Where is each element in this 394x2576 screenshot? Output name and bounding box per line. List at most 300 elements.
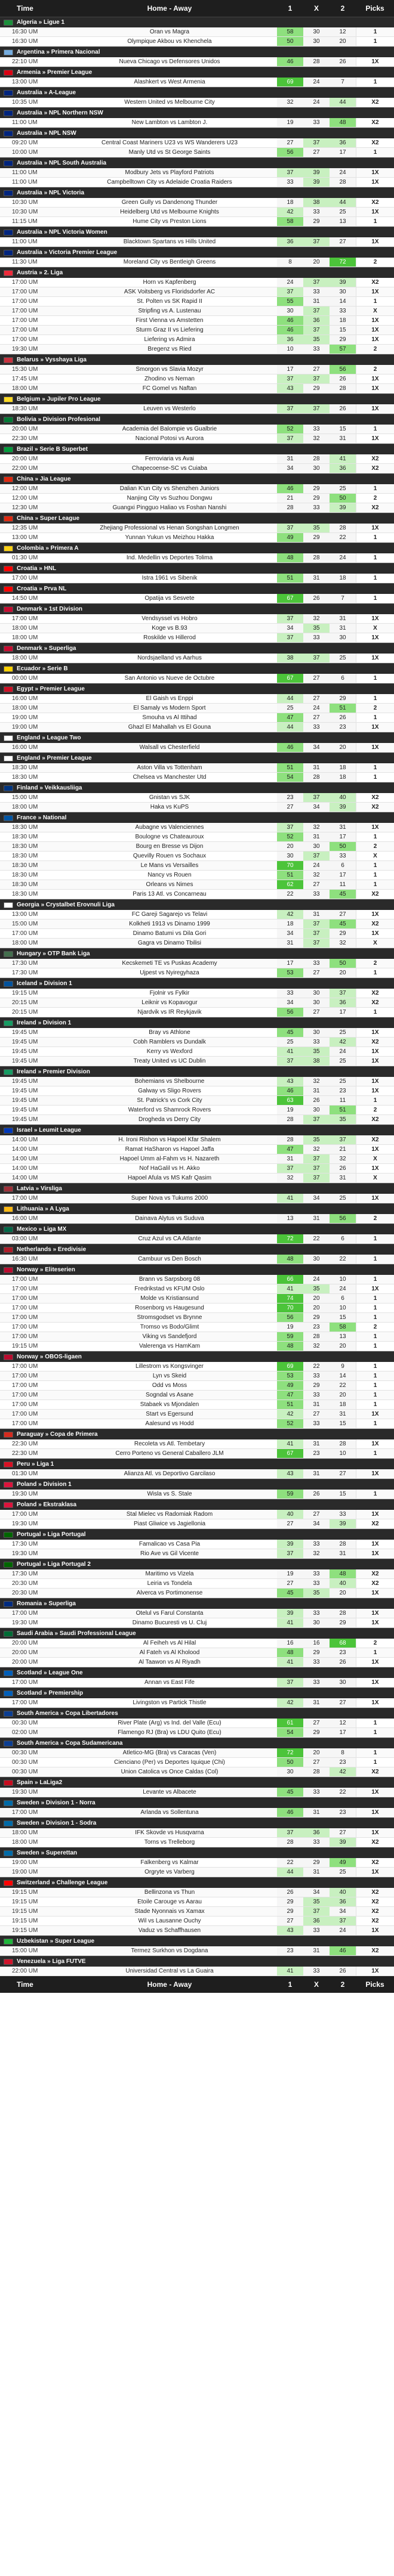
match-name[interactable]: Liefering vs Admira — [144, 336, 195, 343]
match-name[interactable]: Fredrikstad vs KFUM Oslo — [134, 1286, 205, 1292]
league-header[interactable] — [0, 247, 394, 258]
match-name[interactable]: Central Coast Mariners U23 vs WS Wanderers U23 — [101, 140, 238, 146]
match-name[interactable]: Smouha vs Al Ittihad — [142, 714, 197, 721]
table-row[interactable] — [0, 1419, 394, 1429]
table-row[interactable] — [0, 484, 394, 494]
match-name[interactable]: Viking vs Sandefjord — [142, 1333, 197, 1340]
table-row[interactable] — [0, 1400, 394, 1410]
table-row[interactable] — [0, 614, 394, 624]
match-name[interactable]: Al Taawon vs Al Riyadh — [138, 1659, 201, 1665]
match-name[interactable]: Arlanda vs Sollentuna — [140, 1809, 199, 1816]
league-header[interactable] — [0, 1499, 394, 1510]
table-row[interactable] — [0, 306, 394, 316]
table-row[interactable] — [0, 1362, 394, 1371]
match-name[interactable]: Ind. Medellin vs Deportes Tolima — [126, 555, 213, 561]
table-row[interactable] — [0, 1549, 394, 1559]
match-name[interactable]: Universidad Central vs La Guaira — [125, 1968, 214, 1974]
table-row[interactable] — [0, 524, 394, 533]
league-header[interactable] — [0, 1351, 394, 1362]
table-row[interactable] — [0, 138, 394, 148]
table-row[interactable] — [0, 297, 394, 306]
match-name[interactable]: Aalesund vs Hodd — [145, 1420, 194, 1427]
league-header[interactable] — [0, 1877, 394, 1888]
table-row[interactable] — [0, 335, 394, 345]
table-row[interactable] — [0, 1589, 394, 1598]
match-name[interactable]: Bellinzona vs Thun — [144, 1889, 195, 1896]
match-name[interactable]: Union Catolica vs Once Caldas (Col) — [121, 1769, 218, 1775]
table-row[interactable] — [0, 533, 394, 543]
match-name[interactable]: River Plate (Arg) vs Ind. del Valle (Ecu) — [118, 1720, 221, 1726]
league-header[interactable] — [0, 444, 394, 454]
table-row[interactable] — [0, 959, 394, 968]
table-row[interactable] — [0, 27, 394, 37]
table-row[interactable] — [0, 1728, 394, 1738]
table-row[interactable] — [0, 832, 394, 842]
league-header[interactable] — [0, 1688, 394, 1698]
match-name[interactable]: ASK Voitsberg vs Floridsdorfer AC — [124, 289, 216, 295]
table-row[interactable] — [0, 773, 394, 782]
league-header[interactable] — [0, 753, 394, 763]
match-name[interactable]: Bray vs Athlone — [149, 1029, 190, 1036]
match-name[interactable]: Le Mans vs Versailles — [140, 862, 199, 869]
table-row[interactable] — [0, 743, 394, 753]
match-name[interactable]: Chapecoense-SC vs Cuiaba — [131, 465, 208, 472]
match-name[interactable]: Vaduz vs Schaffhausen — [138, 1927, 201, 1934]
table-row[interactable] — [0, 1658, 394, 1667]
match-name[interactable]: Wisla vs S. Stale — [147, 1491, 192, 1497]
league-header[interactable] — [0, 1066, 394, 1077]
table-row[interactable] — [0, 1907, 394, 1916]
match-name[interactable]: Stade Nyonnais vs Xamax — [134, 1908, 205, 1915]
table-row[interactable] — [0, 1439, 394, 1449]
table-row[interactable] — [0, 1255, 394, 1264]
table-row[interactable] — [0, 989, 394, 998]
table-row[interactable] — [0, 929, 394, 939]
table-row[interactable] — [0, 880, 394, 890]
table-row[interactable] — [0, 118, 394, 128]
table-row[interactable] — [0, 998, 394, 1008]
match-name[interactable]: Gnistan vs SJK — [149, 794, 190, 801]
league-header[interactable] — [0, 107, 394, 118]
league-header[interactable] — [0, 67, 394, 78]
table-row[interactable] — [0, 968, 394, 978]
league-header[interactable] — [0, 603, 394, 614]
table-row[interactable] — [0, 1047, 394, 1057]
table-row[interactable] — [0, 454, 394, 464]
table-row[interactable] — [0, 1967, 394, 1976]
league-header[interactable] — [0, 1203, 394, 1214]
league-header[interactable] — [0, 1125, 394, 1135]
table-row[interactable] — [0, 384, 394, 394]
table-row[interactable] — [0, 1767, 394, 1777]
match-name[interactable]: El Gaish vs Enppi — [146, 695, 193, 702]
table-row[interactable] — [0, 823, 394, 832]
league-header[interactable] — [0, 394, 394, 404]
table-row[interactable] — [0, 1214, 394, 1224]
table-row[interactable] — [0, 1449, 394, 1459]
table-row[interactable] — [0, 1057, 394, 1066]
table-row[interactable] — [0, 939, 394, 948]
match-name[interactable]: Brann vs Sarpsborg 08 — [138, 1276, 201, 1283]
table-row[interactable] — [0, 1008, 394, 1017]
table-row[interactable] — [0, 890, 394, 899]
match-name[interactable]: Al Feiheh vs Al Hilal — [143, 1640, 196, 1646]
table-row[interactable] — [0, 1096, 394, 1106]
table-row[interactable] — [0, 178, 394, 187]
match-name[interactable]: H. Ironi Rishon vs Hapoel Kfar Shalem — [118, 1137, 221, 1143]
table-row[interactable] — [0, 1469, 394, 1479]
match-name[interactable]: Cruz Azul vs CA Atlante — [138, 1236, 201, 1242]
league-header[interactable] — [0, 643, 394, 654]
match-name[interactable]: Start vs Egersund — [146, 1411, 193, 1417]
table-row[interactable] — [0, 910, 394, 919]
match-name[interactable]: Olympique Akbou vs Khenchela — [127, 38, 212, 45]
table-row[interactable] — [0, 1748, 394, 1758]
table-row[interactable] — [0, 654, 394, 663]
table-row[interactable] — [0, 1284, 394, 1294]
table-row[interactable] — [0, 1719, 394, 1728]
match-name[interactable]: Cerro Porteno vs General Caballero JLM — [115, 1450, 224, 1457]
match-name[interactable]: Nanjing City vs Suzhou Dongwu — [127, 495, 213, 501]
table-row[interactable] — [0, 803, 394, 812]
table-row[interactable] — [0, 574, 394, 583]
match-name[interactable]: Modbury Jets vs Playford Patriots — [125, 169, 214, 176]
table-row[interactable] — [0, 694, 394, 704]
league-header[interactable] — [0, 1797, 394, 1808]
table-row[interactable] — [0, 503, 394, 513]
league-header[interactable] — [0, 1479, 394, 1490]
table-row[interactable] — [0, 1888, 394, 1897]
table-row[interactable] — [0, 1154, 394, 1164]
table-row[interactable] — [0, 434, 394, 444]
table-row[interactable] — [0, 326, 394, 335]
table-row[interactable] — [0, 404, 394, 414]
league-header[interactable] — [0, 899, 394, 910]
table-row[interactable] — [0, 633, 394, 643]
league-header[interactable] — [0, 354, 394, 365]
table-row[interactable] — [0, 1678, 394, 1688]
match-name[interactable]: Oran vs Magra — [149, 29, 190, 35]
match-name[interactable]: Waterford vs Shamrock Rovers — [128, 1107, 211, 1113]
match-name[interactable]: Fjolnir vs Fylkir — [149, 990, 190, 996]
match-name[interactable]: Yunnan Yukun vs Meizhou Hakka — [125, 534, 214, 541]
league-header[interactable] — [0, 473, 394, 484]
table-row[interactable] — [0, 98, 394, 107]
table-row[interactable] — [0, 1164, 394, 1174]
table-row[interactable] — [0, 168, 394, 178]
league-header[interactable] — [0, 812, 394, 823]
match-name[interactable]: Falkenberg vs Kalmar — [140, 1859, 199, 1866]
league-header[interactable] — [0, 1598, 394, 1609]
table-row[interactable] — [0, 1391, 394, 1400]
table-row[interactable] — [0, 1808, 394, 1818]
match-name[interactable]: Molde vs Kristiansund — [140, 1295, 199, 1302]
league-header[interactable] — [0, 157, 394, 168]
league-header[interactable] — [0, 978, 394, 989]
match-name[interactable]: Ghazl El Mahallah vs El Gouna — [128, 724, 211, 730]
match-name[interactable]: Otelul vs Farul Constanta — [136, 1610, 204, 1617]
league-header[interactable] — [0, 187, 394, 198]
league-header[interactable] — [0, 227, 394, 237]
table-row[interactable] — [0, 1077, 394, 1086]
table-row[interactable] — [0, 1579, 394, 1589]
match-name[interactable]: Ferroviaria vs Avai — [144, 456, 195, 462]
match-name[interactable]: Dinamo Batumi vs Dila Gori — [133, 930, 207, 937]
match-name[interactable]: Ramat HaSharon vs Hapoel Jaffa — [125, 1146, 214, 1153]
match-name[interactable]: Rosenborg vs Haugesund — [135, 1305, 204, 1311]
table-row[interactable] — [0, 1381, 394, 1391]
match-name[interactable]: Nof HaGalil vs H. Akko — [139, 1165, 200, 1172]
match-name[interactable]: Wil vs Lausanne Ouchy — [138, 1918, 201, 1924]
table-row[interactable] — [0, 1313, 394, 1323]
match-name[interactable]: Hapoel Umm al-Fahm vs H. Nazareth — [119, 1156, 220, 1162]
table-row[interactable] — [0, 494, 394, 503]
match-name[interactable]: Stabaek vs Mjondalen — [140, 1401, 199, 1408]
match-name[interactable]: Drogheda vs Derry City — [138, 1116, 201, 1123]
match-name[interactable]: New Lambton vs Lambton J. — [131, 119, 208, 126]
table-row[interactable] — [0, 852, 394, 861]
match-name[interactable]: Annan vs East Fife — [144, 1679, 195, 1686]
league-header[interactable] — [0, 1777, 394, 1788]
match-name[interactable]: Etoile Carouge vs Aarau — [137, 1899, 202, 1905]
league-header[interactable] — [0, 683, 394, 694]
table-row[interactable] — [0, 1135, 394, 1145]
league-header[interactable] — [0, 1628, 394, 1639]
table-row[interactable] — [0, 1926, 394, 1936]
table-row[interactable] — [0, 57, 394, 67]
table-row[interactable] — [0, 871, 394, 880]
table-row[interactable] — [0, 1868, 394, 1877]
table-row[interactable] — [0, 1323, 394, 1332]
league-header[interactable] — [0, 1818, 394, 1828]
match-name[interactable]: Paris 13 Atl. vs Concarneau — [133, 891, 207, 897]
match-name[interactable]: Sogndal vs Asane — [145, 1392, 194, 1398]
league-header[interactable] — [0, 1936, 394, 1946]
match-name[interactable]: Quevilly Rouen vs Sochaux — [133, 853, 207, 859]
match-name[interactable]: Smorgon vs Slavia Mozyr — [136, 366, 204, 373]
match-name[interactable]: Kerry vs Wexford — [146, 1048, 193, 1055]
table-row[interactable] — [0, 1858, 394, 1868]
match-name[interactable]: Cambuur vs Den Bosch — [138, 1256, 201, 1262]
match-name[interactable]: Piast Gliwice vs Jagiellonia — [133, 1521, 206, 1527]
match-name[interactable]: Famalicao vs Casa Pia — [138, 1541, 201, 1547]
league-header[interactable] — [0, 1244, 394, 1255]
league-header[interactable] — [0, 128, 394, 138]
match-name[interactable]: Kecskemeti TE vs Puskas Academy — [122, 960, 217, 967]
match-name[interactable]: Leuven vs Westerlo — [143, 405, 196, 412]
table-row[interactable] — [0, 37, 394, 47]
league-header[interactable] — [0, 1738, 394, 1748]
table-row[interactable] — [0, 316, 394, 326]
match-name[interactable]: Opatija vs Sesvete — [144, 595, 195, 602]
league-header[interactable] — [0, 1459, 394, 1469]
table-row[interactable] — [0, 1194, 394, 1203]
match-name[interactable]: Vendsyssel vs Hobro — [141, 615, 198, 622]
league-header[interactable] — [0, 948, 394, 959]
match-name[interactable]: Western United vs Melbourne City — [124, 99, 215, 106]
match-name[interactable]: Ujpest vs Nyiregyhaza — [140, 970, 199, 976]
match-name[interactable]: Alverca vs Portimonense — [136, 1590, 203, 1596]
table-row[interactable] — [0, 374, 394, 384]
match-name[interactable]: Super Nova vs Tukums 2000 — [131, 1195, 208, 1202]
table-row[interactable] — [0, 594, 394, 603]
match-name[interactable]: Dinamo Bucuresti vs U. Cluj — [132, 1620, 207, 1626]
match-name[interactable]: Istra 1961 vs Sibenik — [141, 575, 198, 581]
table-row[interactable] — [0, 287, 394, 297]
league-header[interactable] — [0, 47, 394, 57]
table-row[interactable] — [0, 1897, 394, 1907]
table-row[interactable] — [0, 1648, 394, 1658]
league-header[interactable] — [0, 732, 394, 743]
table-row[interactable] — [0, 1698, 394, 1708]
match-name[interactable]: Gagra vs Dinamo Tbilisi — [138, 940, 201, 946]
table-row[interactable] — [0, 1275, 394, 1284]
table-row[interactable] — [0, 674, 394, 683]
match-name[interactable]: Hume City vs Preston Lions — [133, 218, 207, 225]
match-name[interactable]: Nancy vs Rouen — [147, 872, 192, 878]
match-name[interactable]: Walsall vs Chesterfield — [139, 744, 200, 751]
table-row[interactable] — [0, 365, 394, 374]
match-name[interactable]: Zhodino vs Neman — [144, 376, 195, 382]
league-header[interactable] — [0, 1017, 394, 1028]
match-name[interactable]: Leiria vs Tondela — [147, 1580, 192, 1587]
match-name[interactable]: Guangxi Pingguo Haliao vs Foshan Nanshi — [112, 504, 227, 511]
match-name[interactable]: Orleans vs Nimes — [146, 881, 193, 888]
league-header[interactable] — [0, 1183, 394, 1194]
table-row[interactable] — [0, 861, 394, 871]
table-row[interactable] — [0, 1510, 394, 1519]
table-row[interactable] — [0, 723, 394, 732]
league-header[interactable] — [0, 87, 394, 98]
table-row[interactable] — [0, 1174, 394, 1183]
match-name[interactable]: Leiknir vs Kopavogur — [141, 999, 198, 1006]
table-row[interactable] — [0, 1540, 394, 1549]
table-row[interactable] — [0, 1788, 394, 1797]
match-name[interactable]: St. Patrick's vs Cork City — [137, 1097, 202, 1104]
match-name[interactable]: Haka vs KuPS — [150, 804, 189, 810]
match-name[interactable]: Livingston vs Partick Thistle — [133, 1699, 207, 1706]
table-row[interactable] — [0, 1304, 394, 1313]
match-name[interactable]: Hapoel Afula vs MS Kafr Qasim — [127, 1175, 212, 1181]
match-name[interactable]: First Vienna vs Amstetten — [136, 317, 204, 324]
league-header[interactable] — [0, 414, 394, 425]
match-name[interactable]: Roskilde vs Hillerod — [143, 634, 196, 641]
table-row[interactable] — [0, 1038, 394, 1047]
match-name[interactable]: Dalian K'un City vs Shenzhen Juniors — [119, 485, 220, 492]
league-header[interactable] — [0, 543, 394, 553]
table-row[interactable] — [0, 1410, 394, 1419]
league-header[interactable] — [0, 513, 394, 524]
table-row[interactable] — [0, 1828, 394, 1838]
match-name[interactable]: Orgryte vs Varberg — [144, 1869, 195, 1875]
match-name[interactable]: Kolkheti 1913 vs Dinamo 1999 — [129, 921, 210, 927]
match-name[interactable]: Stal Mielec vs Radomiak Radom — [126, 1511, 213, 1518]
table-row[interactable] — [0, 1342, 394, 1351]
league-header[interactable] — [0, 1429, 394, 1439]
table-row[interactable] — [0, 553, 394, 563]
table-row[interactable] — [0, 198, 394, 208]
match-name[interactable]: Bregenz vs Ried — [147, 346, 192, 352]
match-name[interactable]: Blacktown Spartans vs Hills United — [123, 239, 216, 245]
table-row[interactable] — [0, 1234, 394, 1244]
match-name[interactable]: Campbelltown City vs Adelaide Croatia Raiders — [107, 179, 232, 185]
table-row[interactable] — [0, 237, 394, 247]
league-header[interactable] — [0, 267, 394, 278]
match-name[interactable]: Bourg en Bresse vs Dijon — [136, 843, 204, 850]
match-name[interactable]: Valerenga vs HamKam — [138, 1343, 201, 1349]
match-name[interactable]: El Samaly vs Modern Sport — [133, 705, 206, 711]
match-name[interactable]: Stripfing vs A. Lustenau — [138, 308, 201, 314]
match-name[interactable]: Boulogne vs Chateauroux — [135, 834, 204, 840]
league-header[interactable] — [0, 17, 394, 27]
league-header[interactable] — [0, 1224, 394, 1234]
table-row[interactable] — [0, 1618, 394, 1628]
table-row[interactable] — [0, 713, 394, 723]
table-row[interactable] — [0, 217, 394, 227]
match-name[interactable]: Bohemians vs Shelbourne — [134, 1078, 205, 1085]
match-name[interactable]: Termez Surkhon vs Dogdana — [131, 1948, 208, 1954]
table-row[interactable] — [0, 258, 394, 267]
match-name[interactable]: Galway vs Sligo Rovers — [138, 1088, 201, 1094]
match-name[interactable]: Dainava Alytus vs Suduva — [135, 1215, 204, 1222]
table-row[interactable] — [0, 1145, 394, 1154]
match-name[interactable]: Rio Ave vs Gil Vicente — [140, 1550, 199, 1557]
match-name[interactable]: Levante vs Albacete — [143, 1789, 196, 1795]
league-header[interactable] — [0, 663, 394, 674]
match-name[interactable]: Manly Utd vs St George Saints — [128, 149, 211, 156]
table-row[interactable] — [0, 842, 394, 852]
match-name[interactable]: Stromsgodset vs Brynne — [137, 1314, 202, 1321]
match-name[interactable]: Alashkert vs West Armenia — [134, 79, 205, 85]
table-row[interactable] — [0, 1609, 394, 1618]
match-name[interactable]: Njardvik vs IR Reykjavik — [137, 1009, 202, 1015]
table-row[interactable] — [0, 1519, 394, 1529]
match-name[interactable]: Zhejiang Professional vs Henan Songshan Longmen — [100, 525, 239, 531]
table-row[interactable] — [0, 345, 394, 354]
match-name[interactable]: Heidelberg Utd vs Melbourne Knights — [120, 209, 219, 215]
table-row[interactable] — [0, 1569, 394, 1579]
match-name[interactable]: St. Polten vs SK Rapid II — [137, 298, 202, 305]
league-header[interactable] — [0, 1529, 394, 1540]
match-name[interactable]: Tromso vs Bodo/Glimt — [140, 1324, 199, 1330]
table-row[interactable] — [0, 1371, 394, 1381]
league-header[interactable] — [0, 563, 394, 574]
match-name[interactable]: FC Gomel vs Naftan — [142, 385, 197, 392]
table-row[interactable] — [0, 1106, 394, 1115]
table-row[interactable] — [0, 1115, 394, 1125]
table-row[interactable] — [0, 1639, 394, 1648]
league-header[interactable] — [0, 782, 394, 793]
match-name[interactable]: Lyn vs Skeid — [152, 1373, 187, 1379]
league-header[interactable] — [0, 1956, 394, 1967]
match-name[interactable]: Alianza Atl. vs Deportivo Garcilaso — [124, 1470, 216, 1477]
table-row[interactable] — [0, 624, 394, 633]
match-name[interactable]: Recoleta vs Atl. Tembetary — [134, 1441, 205, 1447]
table-row[interactable] — [0, 148, 394, 157]
match-name[interactable]: Atletico-MG (Bra) vs Caracas (Ven) — [122, 1750, 217, 1756]
table-row[interactable] — [0, 1946, 394, 1956]
match-name[interactable]: Chelsea vs Manchester Utd — [133, 774, 207, 781]
match-name[interactable]: Koge vs B.93 — [152, 625, 187, 631]
table-row[interactable] — [0, 1838, 394, 1847]
league-header[interactable] — [0, 1708, 394, 1719]
table-row[interactable] — [0, 1490, 394, 1499]
match-name[interactable]: Cienciano (Per) vs Deportes Iquique (Chi) — [114, 1759, 225, 1766]
match-name[interactable]: Cobh Ramblers vs Dundalk — [133, 1039, 206, 1045]
table-row[interactable] — [0, 763, 394, 773]
table-row[interactable] — [0, 919, 394, 929]
table-row[interactable] — [0, 425, 394, 434]
